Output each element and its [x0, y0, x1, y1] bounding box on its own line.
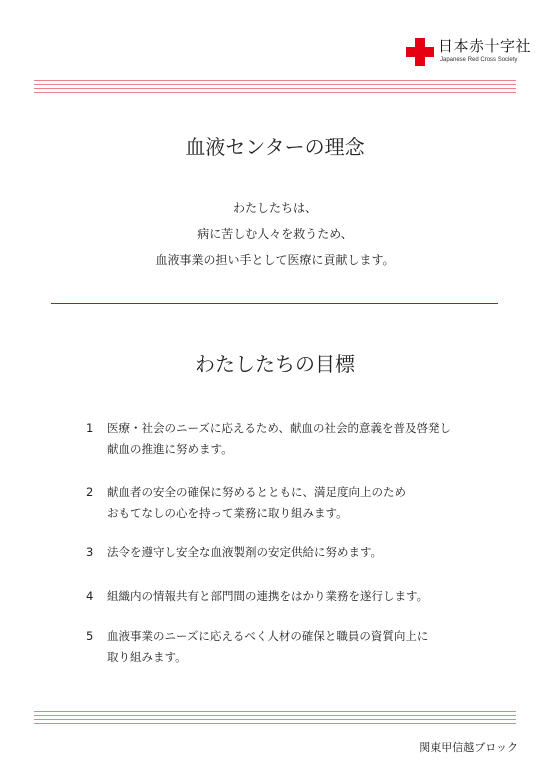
goal-text: 血液事業のニーズに応えるべく人材の確保と職員の資質向上に: [107, 629, 429, 643]
goal-text: 組織内の情報共有と部門間の連携をはかり業務を遂行します。: [107, 589, 429, 603]
goal-item: [86, 482, 406, 524]
goal-number: 3: [86, 545, 94, 559]
section-divider: [51, 303, 498, 304]
top-stripe-divider: [34, 80, 516, 94]
goal-item: [86, 586, 428, 607]
philosophy-title: 血液センターの理念: [185, 135, 365, 159]
bottom-stripe-divider: [34, 711, 516, 725]
red-cross-icon: [406, 38, 434, 66]
goal-item: [86, 418, 451, 460]
footer-block-name: 関東甲信越ブロック: [419, 741, 518, 754]
philosophy-text: [0, 195, 550, 273]
goal-text: 医療・社会のニーズに応えるため、献血の社会的意義を普及啓発し: [107, 421, 451, 435]
goal-text: おもてなしの心を持って業務に取り組みます。: [107, 506, 348, 520]
goal-number: 1: [86, 421, 94, 435]
philosophy-line: 病に苦しむ人々を救うため、: [197, 227, 353, 241]
goals-title: わたしたちの目標: [195, 352, 355, 376]
logo-name-en: Japanese Red Cross Society: [440, 57, 518, 63]
goal-item: [86, 542, 382, 563]
goal-text: 法令を遵守し安全な血液製剤の安定供給に努めます。: [107, 545, 383, 559]
goal-text: 取り組みます。: [107, 650, 187, 664]
goal-text: 献血者の安全の確保に努めるとともに、満足度向上のため: [107, 485, 406, 499]
philosophy-line: わたしたちは、: [232, 201, 317, 215]
goal-number: 5: [86, 629, 94, 643]
philosophy-line: 血液事業の担い手として医療に貢献します。: [155, 253, 395, 267]
goal-text: 献血の推進に努めます。: [107, 442, 233, 456]
goal-item: [86, 626, 428, 668]
goal-number: 2: [86, 485, 94, 499]
goal-number: 4: [86, 589, 94, 603]
logo-name-jp: 日本赤十字社: [438, 37, 532, 55]
jrc-logo: [406, 34, 532, 70]
